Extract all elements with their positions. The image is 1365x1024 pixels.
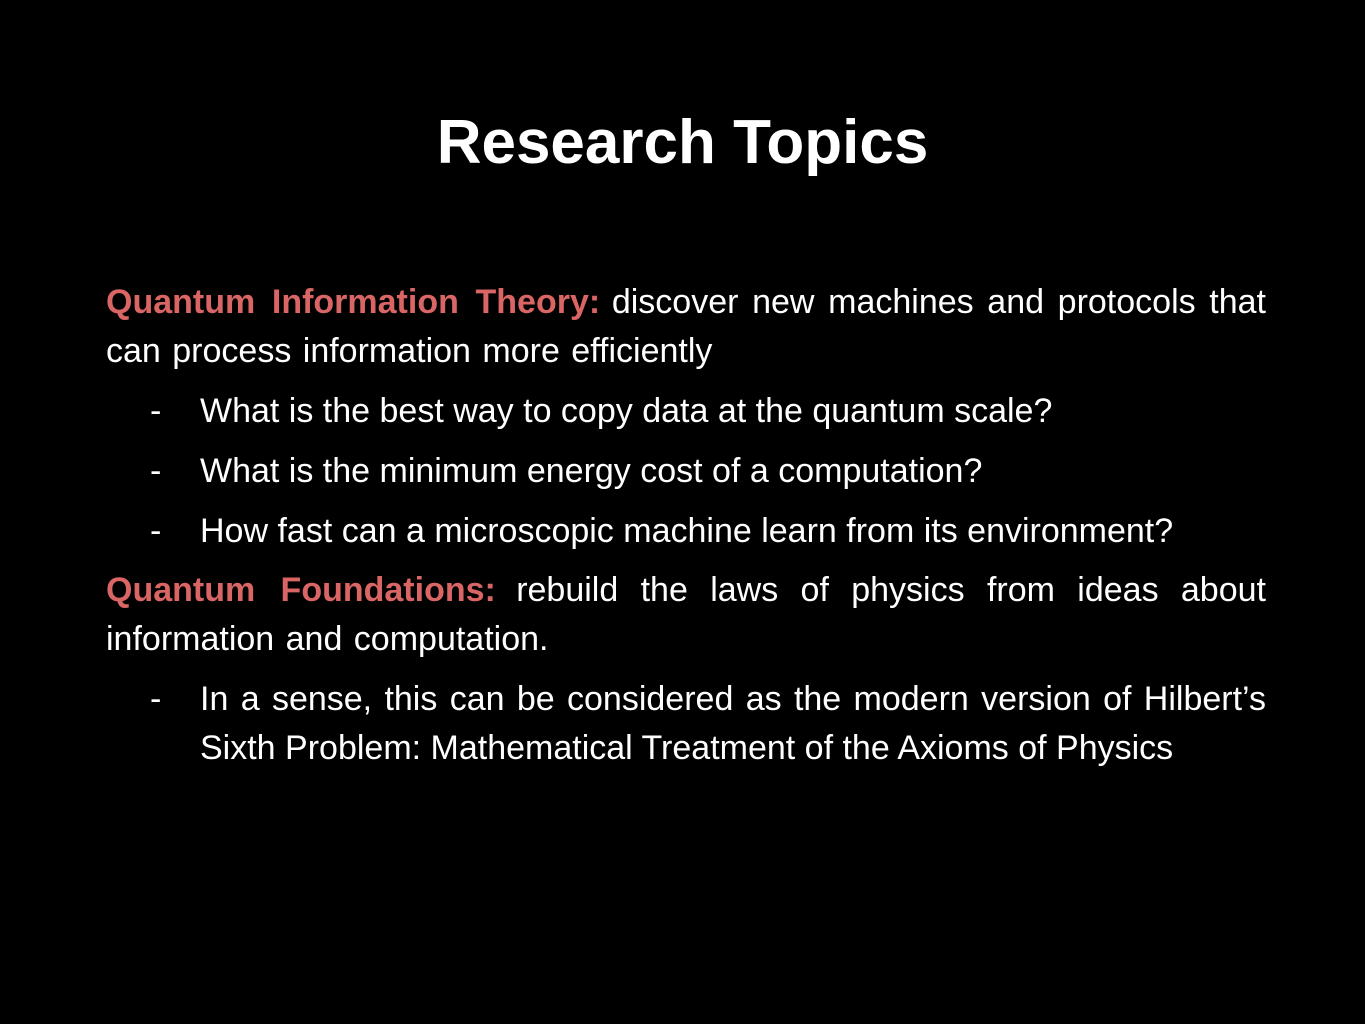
topic-quantum-information-theory [106,278,1266,376]
bullet-text: How fast can a microscopic machine learn from its environment? [200,512,1174,550]
bullet-marker: - [150,512,162,550]
bullet-text: In a sense, this can be considered as the modern version of Hilbert’s Sixth Problem: Mathematical Treatment of the Axioms of Physics [200,680,1266,767]
bullet-list [106,387,1266,556]
bullet-text: What is the best way to copy data at the quantum scale? [200,392,1053,430]
topic-label: Quantum Information Theory: [106,283,601,321]
slide-title: Research Topics [436,108,929,177]
list-item [106,387,1266,436]
topic-description: discover new machines and protocols that can process information more efficiently [106,283,1266,370]
bullet-marker: - [150,680,162,718]
topic-label: Quantum Foundations: [106,571,496,609]
slide-content [106,278,1266,773]
list-item [106,447,1266,496]
topic-description: rebuild the laws of physics from ideas about information and computation. [106,571,1266,658]
list-item [106,507,1266,556]
bullet-marker: - [150,392,162,430]
bullet-list [106,675,1266,773]
bullet-marker: - [150,452,162,490]
list-item [106,675,1266,773]
bullet-text: What is the minimum energy cost of a computation? [200,452,983,490]
topic-quantum-foundations [106,566,1266,664]
